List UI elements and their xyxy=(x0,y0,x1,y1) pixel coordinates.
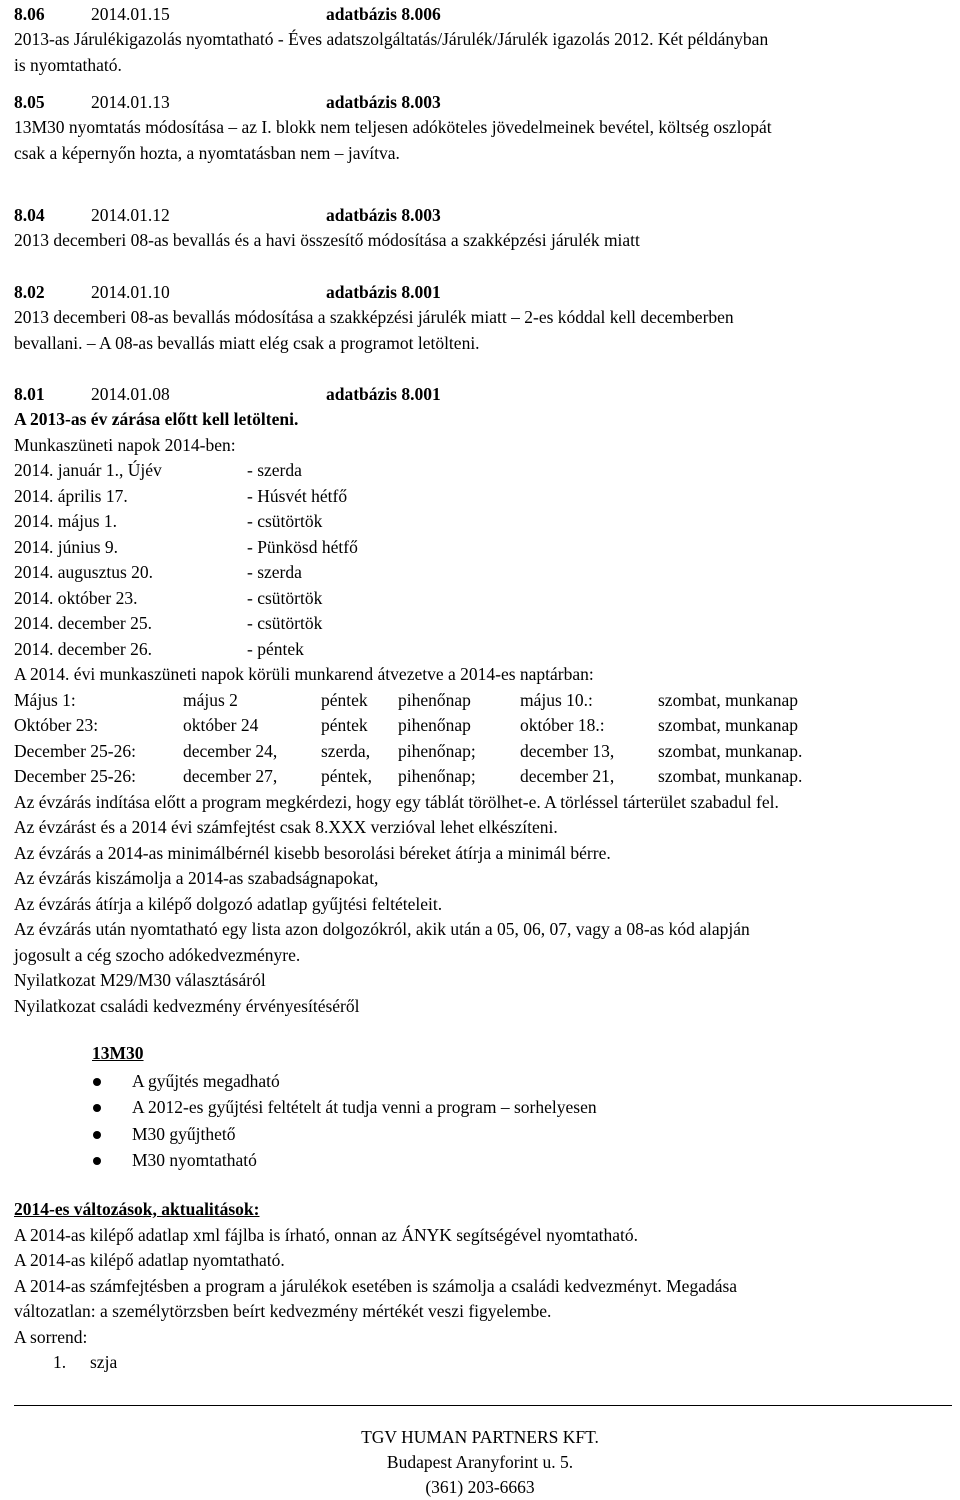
entry-text: csak a képernyőn hozta, a nyomtatásban nem – javítva. xyxy=(14,142,400,163)
schedule-cell: december 27, xyxy=(183,766,278,786)
schedule-cell: december 21, xyxy=(520,766,615,786)
schedule-cell: szombat, munkanap xyxy=(658,689,798,710)
holiday-day: - Húsvét hétfő xyxy=(247,485,348,506)
schedule-cell: December 25-26: xyxy=(14,740,136,761)
holiday-row xyxy=(14,458,954,484)
version-number: 8.04 xyxy=(14,205,45,225)
bold-note: A 2013-as év zárása előtt kell letölteni. xyxy=(14,409,299,429)
footer-company: TGV HUMAN PARTNERS KFT. xyxy=(361,1427,599,1447)
release-date: 2014.01.10 xyxy=(91,282,170,302)
holiday-row xyxy=(14,484,954,510)
list-item-text: M30 gyűjthető xyxy=(132,1123,236,1144)
bullet-icon xyxy=(93,1131,101,1139)
entry-header xyxy=(14,2,768,27)
schedule-cell: pihenőnap; xyxy=(398,740,476,761)
footer-divider xyxy=(14,1405,952,1406)
entry-header xyxy=(14,90,772,115)
schedule-cell: május 10.: xyxy=(520,689,593,710)
m30-title: 13M30 xyxy=(92,1043,144,1063)
entry-text: 2013-as Járulékigazolás nyomtatható - Éves adatszolgáltatás/Járulék/Járulék igazolás 2012. Két példányban xyxy=(14,29,769,49)
holiday-day: - csütörtök xyxy=(247,511,323,531)
schedule-cell: Október 23: xyxy=(14,715,99,735)
changelog-entry-804 xyxy=(14,203,640,254)
release-date: 2014.01.15 xyxy=(91,4,170,24)
holiday-date: 2014. december 25. xyxy=(14,613,153,633)
bullet-icon xyxy=(93,1157,101,1165)
holiday-row xyxy=(14,535,954,561)
version-number: 8.02 xyxy=(14,282,45,302)
changes-line: A 2014-as kilépő adatlap nyomtatható. xyxy=(14,1250,285,1270)
release-date: 2014.01.08 xyxy=(91,384,170,404)
list-item xyxy=(14,1122,954,1149)
database-version: adatbázis 8.003 xyxy=(326,92,441,112)
schedule-title: A 2014. évi munkaszüneti napok körüli munkarend átvezetve a 2014-es naptárban: xyxy=(14,664,594,684)
release-date: 2014.01.13 xyxy=(91,92,170,112)
holiday-list xyxy=(14,458,954,662)
holiday-date: 2014. december 26. xyxy=(14,638,153,659)
entry-text: 13M30 nyomtatás módosítása – az I. blokk nem teljesen adóköteles jövedelmeinek bevétel, költség oszlopát xyxy=(14,117,772,137)
changes-line: A sorrend: xyxy=(14,1326,88,1347)
note-line: Az évzárás átírja a kilépő dolgozó adatlap gyűjtési feltételeit. xyxy=(14,893,443,914)
schedule-cell: péntek xyxy=(321,715,368,735)
schedule-row xyxy=(14,739,954,765)
holiday-row xyxy=(14,586,954,612)
holiday-date: 2014. április 17. xyxy=(14,485,128,506)
holiday-date: 2014. május 1. xyxy=(14,511,118,531)
holiday-row xyxy=(14,560,954,586)
footer-phone: (361) 203-6663 xyxy=(425,1477,535,1497)
entry-text: 2013 decemberi 08-as bevallás módosítása a szakképzési járulék miatt – 2-es kóddal kell decemberben xyxy=(14,307,734,327)
list-item xyxy=(14,1148,954,1175)
holidays-title: Munkaszüneti napok 2014-ben: xyxy=(14,434,236,455)
changelog-entry-805 xyxy=(14,90,772,166)
schedule-cell: december 24, xyxy=(183,740,278,761)
entry-text: is nyomtatható. xyxy=(14,54,122,75)
note-line: Az évzárást és a 2014 évi számfejtést csak 8.XXX verzióval lehet elkészíteni. xyxy=(14,817,558,837)
release-date: 2014.01.12 xyxy=(91,205,170,225)
changes-title: 2014-es változások, aktualitások: xyxy=(14,1199,260,1219)
list-item-text: M30 nyomtatható xyxy=(132,1150,257,1170)
schedule-row xyxy=(14,688,954,714)
list-item xyxy=(14,1095,954,1122)
holiday-day: - csütörtök xyxy=(247,613,323,633)
changes-line: változatlan: a személytörzsben beírt kedvezmény mértékét veszi figyelembe. xyxy=(14,1301,552,1321)
note-line: Az évzárás a 2014-as minimálbérnél kisebb besorolási béreket átírja a minimál bérre. xyxy=(14,842,611,863)
schedule-cell: December 25-26: xyxy=(14,766,136,786)
m30-list xyxy=(14,1069,954,1175)
schedule-cell: december 13, xyxy=(520,740,615,761)
version-number: 8.01 xyxy=(14,384,45,404)
schedule-cell: péntek, xyxy=(321,766,373,786)
schedule-cell: péntek xyxy=(321,689,368,710)
entry-header xyxy=(14,382,954,407)
changelog-entry-801 xyxy=(14,382,954,1019)
changelog-entry-802 xyxy=(14,280,734,356)
version-number: 8.05 xyxy=(14,92,45,112)
holiday-day: - csütörtök xyxy=(247,587,323,608)
schedule-table xyxy=(14,688,954,790)
schedule-cell: szombat, munkanap. xyxy=(658,766,803,786)
entry-text: 2013 decemberi 08-as bevallás és a havi összesítő módosítása a szakképzési járulék miatt xyxy=(14,230,640,250)
order-text: szja xyxy=(90,1352,118,1372)
order-number: 1. xyxy=(53,1352,67,1372)
note-line: jogosult a cég szocho adókedvezményre. xyxy=(14,944,301,965)
holiday-day: - szerda xyxy=(247,562,302,582)
holiday-date: 2014. október 23. xyxy=(14,587,138,608)
database-version: adatbázis 8.001 xyxy=(326,282,441,302)
entry-header xyxy=(14,280,734,305)
footer-address: Budapest Aranyforint u. 5. xyxy=(386,1452,574,1472)
schedule-cell: pihenőnap xyxy=(398,715,471,735)
bullet-icon xyxy=(93,1078,101,1086)
holiday-row xyxy=(14,509,954,535)
note-line: Nyilatkozat M29/M30 választásáról xyxy=(14,970,266,990)
holiday-day: - péntek xyxy=(247,638,304,659)
schedule-row xyxy=(14,713,954,739)
holiday-day: - szerda xyxy=(247,460,302,480)
note-line: Az évzárás után nyomtatható egy lista azon dolgozókról, akik után a 05, 06, 07, vagy a 08-as kód alapján xyxy=(14,919,750,939)
note-line: Az évzárás kiszámolja a 2014-as szabadságnapokat, xyxy=(14,868,379,888)
database-version: adatbázis 8.006 xyxy=(326,4,441,24)
entry-text: bevallani. – A 08-as bevallás miatt elég csak a programot letölteni. xyxy=(14,332,480,353)
database-version: adatbázis 8.003 xyxy=(326,205,441,225)
bullet-icon xyxy=(93,1104,101,1112)
footer xyxy=(0,1425,960,1500)
database-version: adatbázis 8.001 xyxy=(326,384,441,404)
changelog-entry-806 xyxy=(14,2,768,78)
holiday-day: - Pünkösd hétfő xyxy=(247,536,358,557)
version-number: 8.06 xyxy=(14,4,45,24)
list-item-text: A gyűjtés megadható xyxy=(132,1070,280,1091)
holiday-date: 2014. június 9. xyxy=(14,536,119,557)
holiday-row xyxy=(14,611,954,637)
changes-line: A 2014-as kilépő adatlap xml fájlba is írható, onnan az ÁNYK segítségével nyomtatható. xyxy=(14,1224,639,1245)
entry-header xyxy=(14,203,640,228)
m30-section xyxy=(14,1041,954,1175)
list-item-text: A 2012-es gyűjtési feltételt át tudja venni a program – sorhelyesen xyxy=(132,1097,597,1117)
note-line: Az évzárás indítása előtt a program megkérdezi, hogy egy táblát törölhet-e. A törléssel tárterület szabadul fel. xyxy=(14,791,779,812)
list-item xyxy=(14,1069,954,1096)
schedule-cell: szerda, xyxy=(321,740,371,761)
schedule-cell: pihenőnap; xyxy=(398,766,476,786)
holiday-date: 2014. január 1., Újév xyxy=(14,460,162,480)
schedule-cell: Május 1: xyxy=(14,689,76,710)
schedule-cell: szombat, munkanap xyxy=(658,715,798,735)
schedule-cell: pihenőnap xyxy=(398,689,471,710)
changes-line: A 2014-as számfejtésben a program a járulékok esetében is számolja a családi kedvezményt. Megadása xyxy=(14,1275,738,1296)
schedule-cell: október 18.: xyxy=(520,715,605,735)
changes-section xyxy=(14,1197,954,1376)
schedule-row xyxy=(14,764,954,790)
schedule-cell: május 2 xyxy=(183,689,238,710)
schedule-cell: október 24 xyxy=(183,715,259,735)
order-list-item xyxy=(14,1350,954,1376)
holiday-row xyxy=(14,637,954,663)
holiday-date: 2014. augusztus 20. xyxy=(14,562,154,582)
schedule-cell: szombat, munkanap. xyxy=(658,740,803,761)
note-line: Nyilatkozat családi kedvezmény érvényesítéséről xyxy=(14,995,360,1016)
